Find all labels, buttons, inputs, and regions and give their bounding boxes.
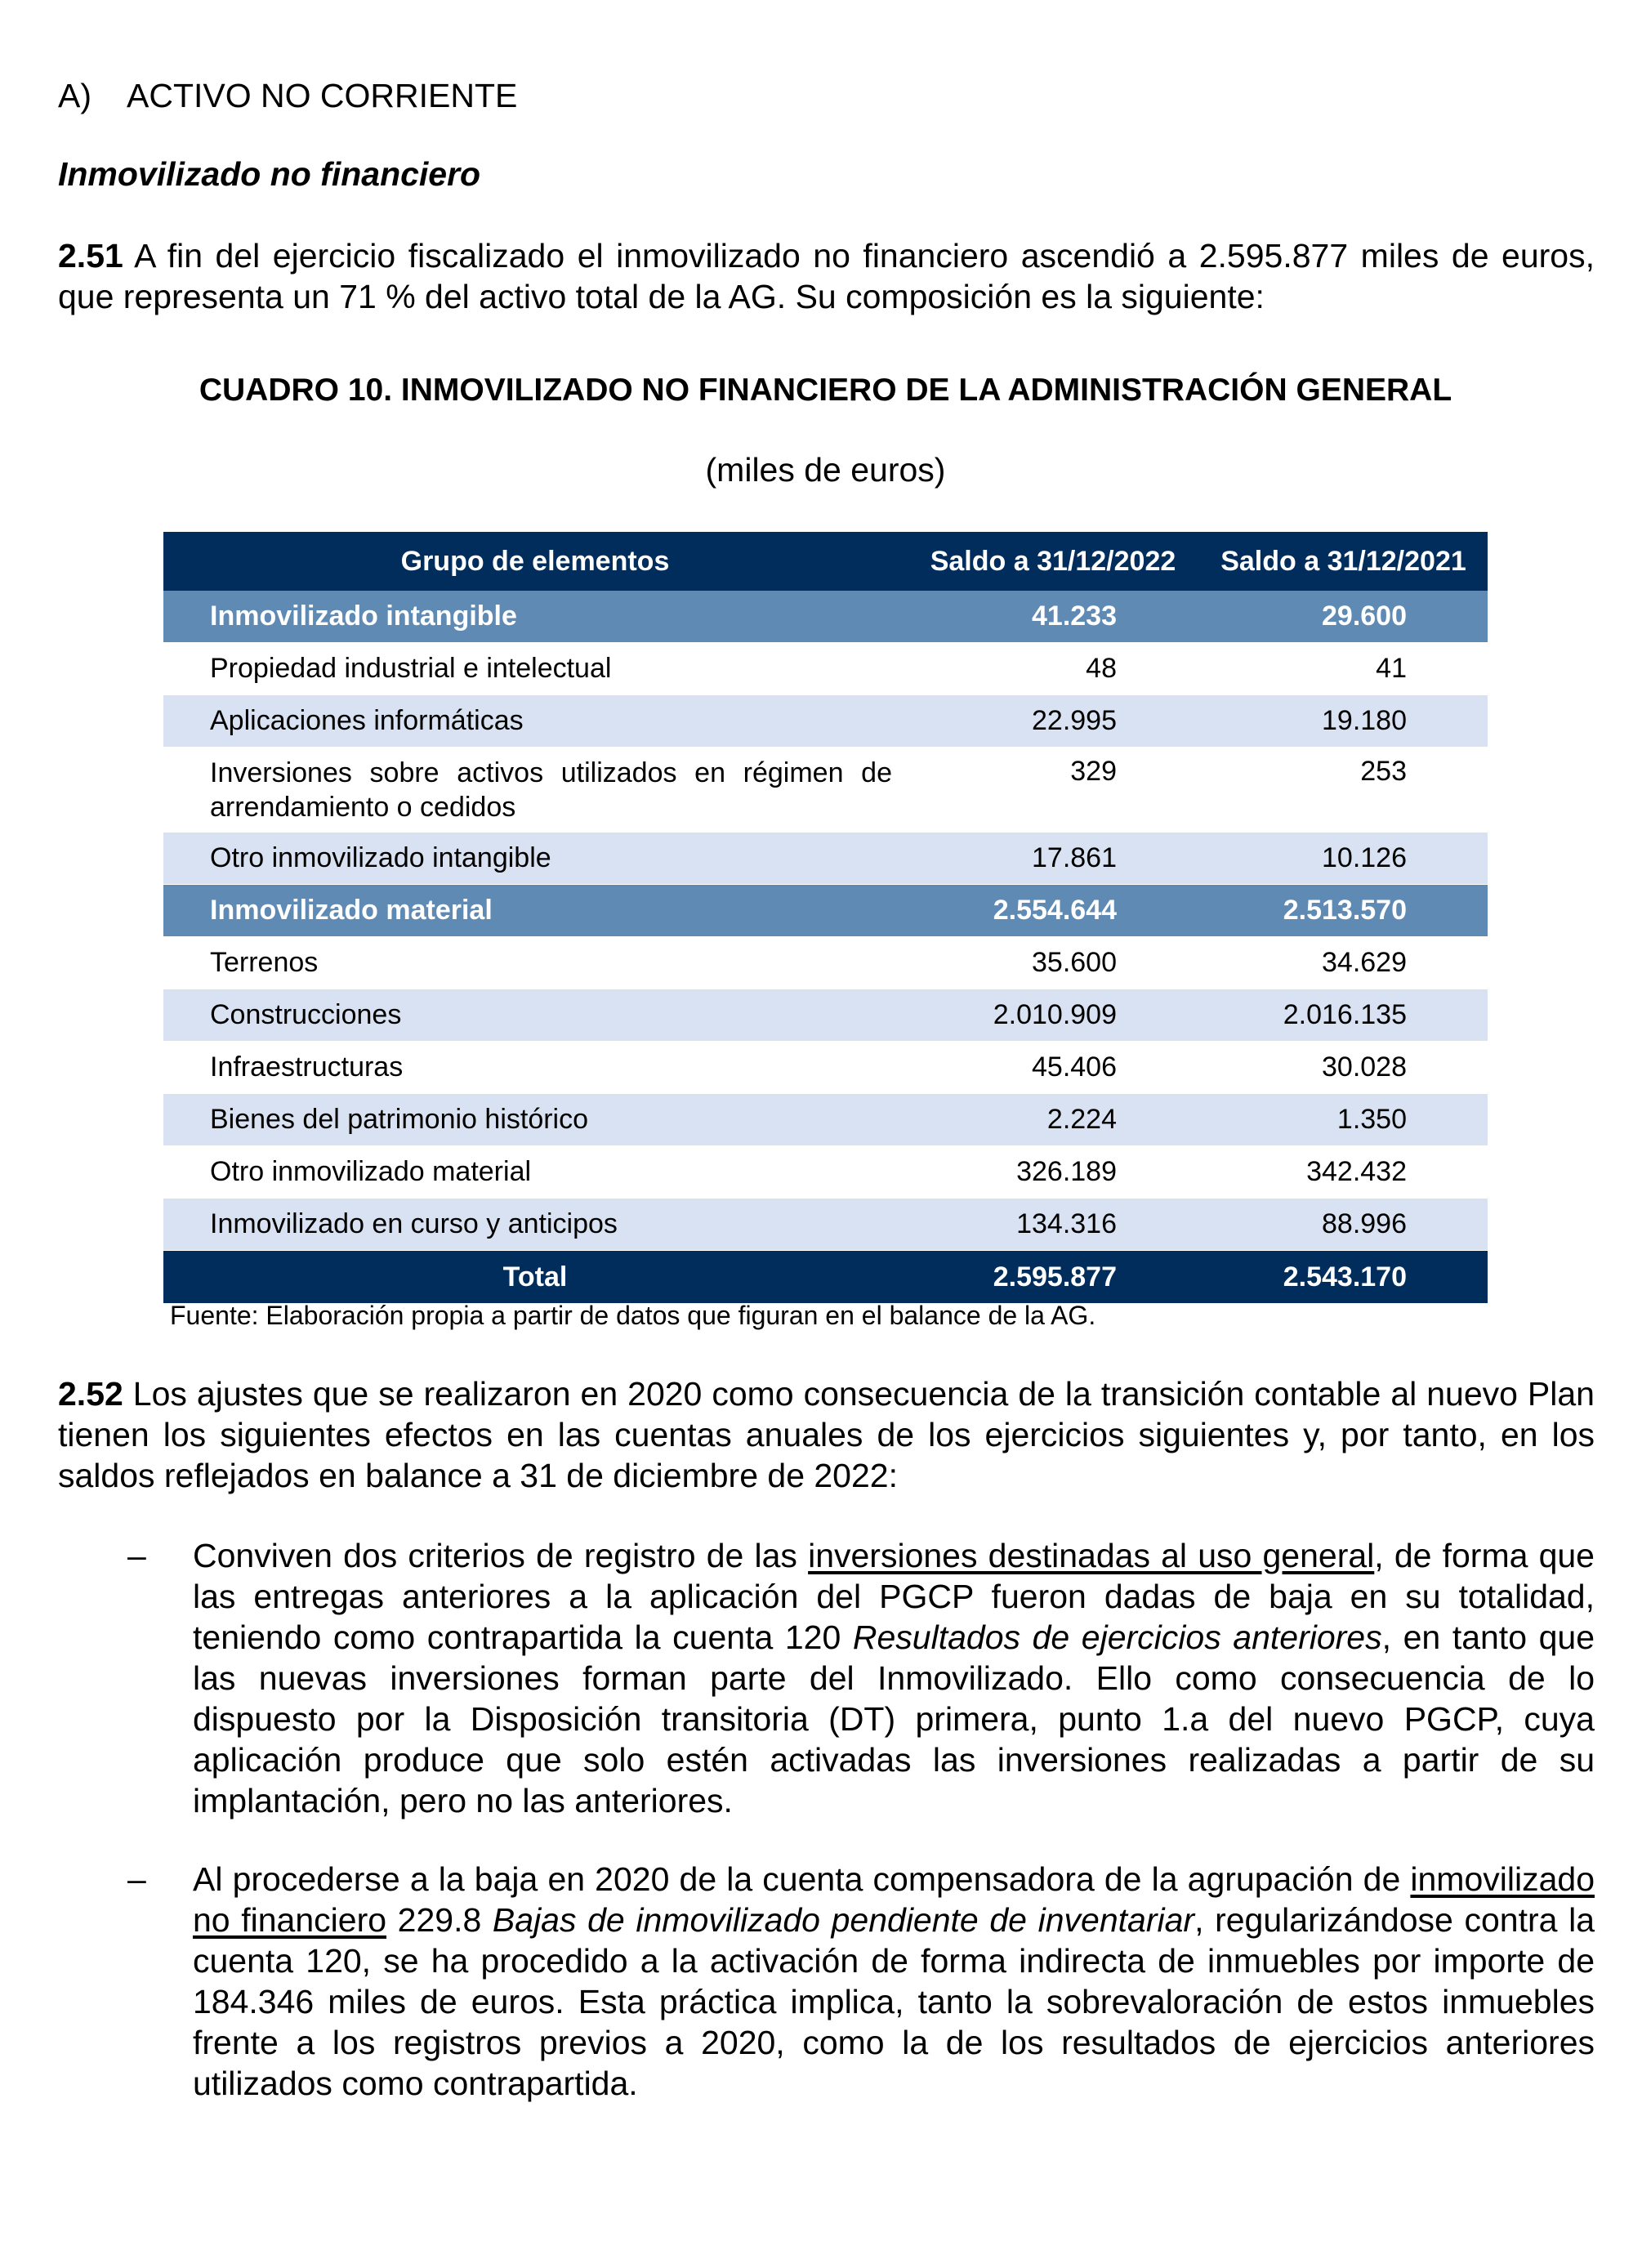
value-2022: 2.010.909 xyxy=(907,989,1199,1042)
dash-bullet: – xyxy=(127,1860,146,1898)
value-2021: 1.350 xyxy=(1199,1094,1488,1146)
row-label: Aplicaciones informáticas xyxy=(163,695,907,748)
value-2021: 2.016.135 xyxy=(1199,989,1488,1042)
section-label: A) xyxy=(58,77,91,114)
value-2021: 19.180 xyxy=(1199,695,1488,748)
table-unit: (miles de euros) xyxy=(705,451,946,489)
value-2021: 41 xyxy=(1199,643,1488,695)
section-heading xyxy=(58,77,517,115)
value-2021: 2.513.570 xyxy=(1199,885,1488,937)
bullet-text: Conviven dos criterios de registro de las xyxy=(193,1537,809,1574)
table-row xyxy=(163,833,1488,885)
dash-bullet: – xyxy=(127,1537,146,1574)
table-total-row xyxy=(163,1251,1488,1304)
bullet-text: , de forma que las entregas anteriores a la aplicación del PGCP fueron dadas de baja en su totalidad, teniendo como contrapartida la cuenta 120 xyxy=(193,1537,1595,1656)
value-2022: 134.316 xyxy=(907,1199,1199,1251)
value-2022: 2.595.877 xyxy=(907,1251,1199,1304)
value-2021: 30.028 xyxy=(1199,1042,1488,1094)
value-2021: 2.543.170 xyxy=(1199,1251,1488,1304)
value-2022: 326.189 xyxy=(907,1146,1199,1199)
row-label: Propiedad industrial e intelectual xyxy=(163,643,907,695)
italic-account-name: Resultados de ejercicios anteriores xyxy=(852,1618,1382,1656)
paragraph-text: A fin del ejercicio fiscalizado el inmovilizado no financiero ascendió a 2.595.877 miles de euros, que representa un 71 % del activo total de la AG. Su composición es la siguiente: xyxy=(58,237,1595,315)
row-label: Total xyxy=(163,1251,907,1304)
value-2021: 253 xyxy=(1199,748,1488,833)
row-label: Terrenos xyxy=(163,937,907,989)
table-row xyxy=(163,989,1488,1042)
table-row xyxy=(163,643,1488,695)
row-label: Otro inmovilizado material xyxy=(163,1146,907,1199)
table-row xyxy=(163,1199,1488,1251)
header-group: Grupo de elementos xyxy=(163,532,907,591)
section-title: ACTIVO NO CORRIENTE xyxy=(127,77,518,114)
row-label: Otro inmovilizado intangible xyxy=(163,833,907,885)
paragraph-number: 2.51 xyxy=(58,237,123,275)
table-row xyxy=(163,937,1488,989)
row-label: Construcciones xyxy=(163,989,907,1042)
table-source: Fuente: Elaboración propia a partir de datos que figuran en el balance de la AG. xyxy=(170,1301,1096,1330)
value-2021: 29.600 xyxy=(1199,591,1488,643)
paragraph-text: Los ajustes que se realizaron en 2020 como consecuencia de la transición contable al nuevo Plan tienen los siguientes efectos en las cuentas anuales de los ejercicios siguientes y, por tanto, en los saldos reflejados en balance a 31 de diciembre de 2022: xyxy=(58,1375,1595,1494)
table-row xyxy=(163,1146,1488,1199)
header-2022: Saldo a 31/12/2022 xyxy=(907,532,1199,591)
value-2022: 2.554.644 xyxy=(907,885,1199,937)
subsection-heading: Inmovilizado no financiero xyxy=(58,155,481,193)
italic-account-name: Bajas de inmovilizado pendiente de inventariar xyxy=(492,1901,1195,1939)
underlined-term: inversiones destinadas al uso general xyxy=(808,1537,1375,1574)
paragraph-2-51 xyxy=(58,235,1595,317)
value-2022: 45.406 xyxy=(907,1042,1199,1094)
bullet-text: 229.8 xyxy=(386,1901,493,1939)
value-2022: 48 xyxy=(907,643,1199,695)
value-2021: 10.126 xyxy=(1199,833,1488,885)
row-label: Infraestructuras xyxy=(163,1042,907,1094)
table-group-row xyxy=(163,885,1488,937)
fixed-assets-table xyxy=(163,532,1488,1304)
value-2021: 88.996 xyxy=(1199,1199,1488,1251)
table-group-row xyxy=(163,591,1488,643)
bullet-text: , en tanto que las nuevas inversiones forman parte del Inmovilizado. Ello como consecuencia de lo dispuesto por la Disposición transitoria (DT) primera, punto 1.a del nuevo PGCP, cuya aplicación produce que solo estén activadas las inversiones realizadas a partir de su implantación, pero no las anteriores. xyxy=(193,1618,1595,1819)
row-label: Inmovilizado material xyxy=(163,885,907,937)
value-2021: 342.432 xyxy=(1199,1146,1488,1199)
value-2022: 329 xyxy=(907,748,1199,833)
table-row xyxy=(163,748,1488,833)
table-row xyxy=(163,695,1488,748)
bullet-text: , regularizándose contra la cuenta 120, se ha procedido a la activación de forma indirecta de inmuebles por importe de 184.346 miles de euros. Esta práctica implica, tanto la sobrevaloración de estos inmuebles frente a los registros previos a 2020, como la de los resultados de ejercicios anteriores utilizados como contrapartida. xyxy=(193,1901,1595,2102)
value-2022: 35.600 xyxy=(907,937,1199,989)
table-row xyxy=(163,1042,1488,1094)
table-title: CUADRO 10. INMOVILIZADO NO FINANCIERO DE LA ADMINISTRACIÓN GENERAL xyxy=(199,373,1452,408)
bullet-item xyxy=(127,1535,1595,1821)
bullet-text: Al procederse a la baja en 2020 de la cuenta compensadora de la agrupación de xyxy=(193,1860,1411,1898)
row-label xyxy=(163,748,907,833)
table-header-row xyxy=(163,532,1488,591)
bullet-item xyxy=(127,1859,1595,2104)
value-2022: 17.861 xyxy=(907,833,1199,885)
row-label: Inmovilizado intangible xyxy=(163,591,907,643)
row-label: Bienes del patrimonio histórico xyxy=(163,1094,907,1146)
row-label: Inmovilizado en curso y anticipos xyxy=(163,1199,907,1251)
paragraph-2-52 xyxy=(58,1373,1595,1496)
value-2022: 41.233 xyxy=(907,591,1199,643)
value-2022: 22.995 xyxy=(907,695,1199,748)
paragraph-number: 2.52 xyxy=(58,1375,123,1413)
header-2021: Saldo a 31/12/2021 xyxy=(1199,532,1488,591)
table-row xyxy=(163,1094,1488,1146)
row-label-text: Inversiones sobre activos utilizados en régimen de arrendamiento o cedidos xyxy=(210,757,892,823)
underlined-term: inmovilizado no financiero xyxy=(193,1860,1595,1939)
value-2021: 34.629 xyxy=(1199,937,1488,989)
value-2022: 2.224 xyxy=(907,1094,1199,1146)
